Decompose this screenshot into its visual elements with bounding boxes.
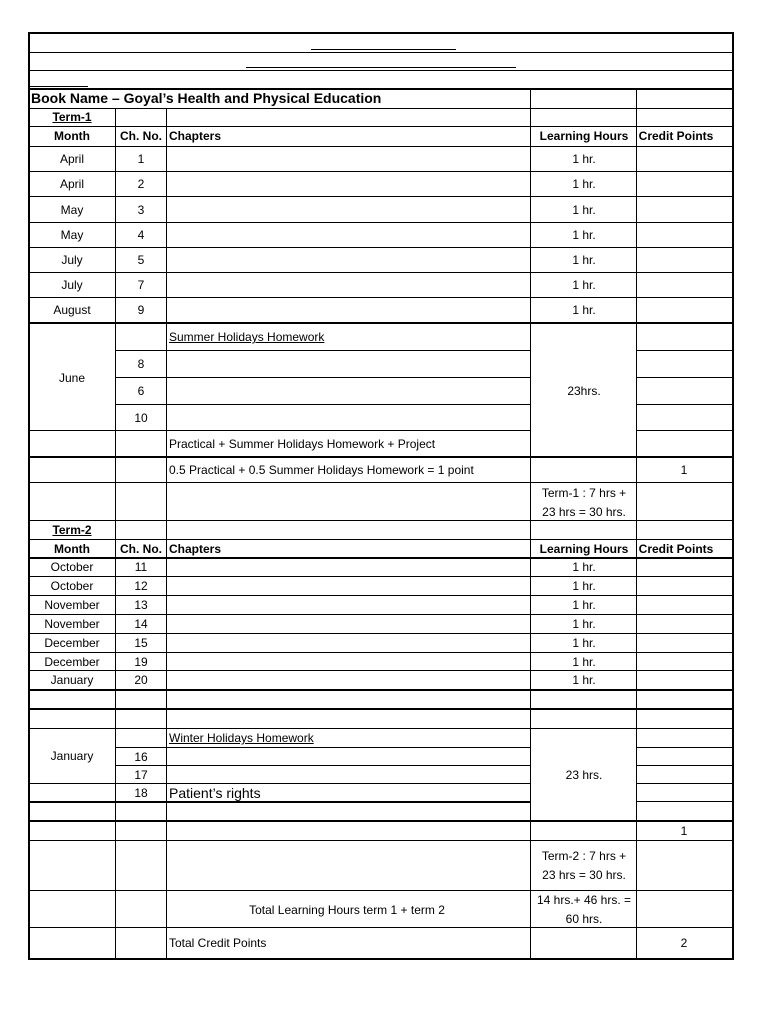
term2-row-ch: 20: [134, 673, 148, 687]
term1-row-hours: 1 hr.: [572, 253, 596, 267]
row-line: [29, 222, 733, 223]
column-line: [166, 108, 167, 958]
row-line: [29, 539, 733, 540]
row-line: [29, 247, 733, 248]
term1-row-month: August: [53, 303, 91, 317]
small-underline: [30, 86, 88, 87]
term1-chno-header: Ch. No.: [120, 129, 162, 143]
term1-header-line: [29, 146, 733, 147]
row-line: [636, 350, 733, 351]
row-line: [29, 614, 733, 615]
row-line: [29, 482, 733, 483]
term2-row-hours: 1 hr.: [572, 617, 596, 631]
term1-row-month: May: [60, 203, 84, 217]
column-line: [530, 88, 531, 958]
title-underline: [311, 49, 456, 50]
row-line: [29, 652, 733, 653]
term1-row-ch: 3: [137, 203, 145, 217]
row-line: [636, 404, 733, 405]
term2-row-hours: 1 hr.: [572, 673, 596, 687]
term2-row-hours: 1 hr.: [572, 636, 596, 650]
term2-credit-header: Credit Points: [638, 542, 714, 556]
row-line: [29, 840, 733, 841]
term2-row-hours: 1 hr.: [572, 655, 596, 669]
term1-row-line: [29, 322, 733, 324]
term2-holiday-title: Winter Holidays Homework: [169, 731, 314, 745]
row-line: [29, 171, 733, 172]
row-line: [29, 430, 530, 431]
term2-header-line: [29, 557, 733, 559]
term2-holiday-hours: 23 hrs.: [565, 768, 603, 782]
subtitle-underline: [246, 67, 516, 68]
term2-holiday-ch: 16: [134, 750, 148, 764]
term2-chno-header: Ch. No.: [120, 542, 162, 556]
row-line: [29, 633, 733, 634]
header-row-line: [29, 70, 733, 71]
row-line: [29, 708, 733, 710]
term2-chapters-header: Chapters: [169, 542, 222, 556]
row-line: [115, 377, 530, 378]
row-line: [636, 377, 733, 378]
row-line: [115, 765, 530, 766]
term2-month-header: Month: [54, 542, 90, 556]
term1-points-value: 1: [680, 463, 688, 477]
term2-holiday-ch: 17: [134, 768, 148, 782]
term2-row-month: November: [44, 617, 100, 631]
row-line: [29, 689, 733, 691]
total-credit-value: 2: [680, 936, 688, 950]
term1-practical-line: Practical + Summer Holidays Homework + Project: [169, 437, 436, 451]
row-line: [636, 747, 733, 748]
row-line: [29, 595, 733, 596]
term1-holiday-title: Summer Holidays Homework: [169, 330, 325, 344]
row-line: [29, 890, 733, 891]
term1-chapters-header: Chapters: [169, 129, 222, 143]
row-line: [636, 430, 733, 431]
total-credit-label: Total Credit Points: [169, 936, 267, 950]
total-learning-label: Total Learning Hours term 1 + term 2: [249, 903, 445, 917]
row-line: [115, 747, 530, 748]
row-line: [636, 765, 733, 766]
term2-row-ch: 11: [134, 560, 148, 574]
term2-row-ch: 15: [134, 636, 148, 650]
book-row-line: [29, 88, 733, 90]
term2-row-month: October: [50, 560, 94, 574]
term1-total-line2: 23 hrs = 30 hrs.: [542, 505, 626, 519]
row-line: [29, 670, 733, 671]
row-line: [29, 820, 733, 822]
term1-points-line: 0.5 Practical + 0.5 Summer Holidays Homework = 1 point: [169, 463, 474, 477]
term1-holiday-ch: 10: [134, 411, 148, 425]
term1-credit-header: Credit Points: [638, 129, 714, 143]
term1-hours-header: Learning Hours: [539, 129, 629, 143]
term2-points-value: 1: [680, 824, 688, 838]
term1-row-ch: 1: [137, 152, 145, 166]
term2-row-ch: 19: [134, 655, 148, 669]
term1-row-ch: 5: [137, 253, 145, 267]
row-line: [636, 783, 733, 784]
term2-row-month: November: [44, 598, 100, 612]
row-line: [29, 576, 733, 577]
row-line: [29, 196, 733, 197]
row-line: [115, 350, 530, 351]
term2-label: Term-2: [52, 523, 92, 537]
term1-row-hours: 1 hr.: [572, 152, 596, 166]
term2-chapter-18-name: Patient’s rights: [169, 785, 261, 801]
term2-holiday-month: January: [50, 749, 94, 763]
term1-row-month: May: [60, 228, 84, 242]
header-row-line: [29, 52, 733, 53]
term1-row-month: July: [61, 253, 83, 267]
term2-row-ch: 13: [134, 598, 148, 612]
term1-holiday-ch: 8: [137, 357, 145, 371]
term1-row-ch: 7: [137, 278, 145, 292]
term1-row-hours: 1 hr.: [572, 278, 596, 292]
term1-holiday-ch: 6: [137, 384, 145, 398]
term2-row-month: October: [50, 579, 94, 593]
total-learning-line2: 60 hrs.: [565, 912, 603, 926]
term2-row-month: December: [44, 655, 100, 669]
term1-row-line: [29, 108, 733, 109]
term1-row-month: April: [59, 177, 85, 191]
term1-row-month: July: [61, 278, 83, 292]
term1-row-ch: 4: [137, 228, 145, 242]
row-line: [115, 404, 530, 405]
term1-holiday-month: June: [58, 371, 86, 385]
row-line: [29, 801, 530, 803]
term1-label: Term-1: [52, 110, 92, 124]
row-line: [29, 456, 733, 458]
row-line: [29, 520, 733, 521]
term2-row-hours: 1 hr.: [572, 598, 596, 612]
term2-total-line1: Term-2 : 7 hrs +: [541, 849, 627, 863]
term1-row-line: [29, 126, 733, 127]
total-learning-line1: 14 hrs.+ 46 hrs. =: [536, 893, 632, 907]
term2-holiday-ch: 18: [134, 786, 148, 800]
term2-hours-header: Learning Hours: [539, 542, 629, 556]
row-line: [29, 272, 733, 273]
column-line: [636, 88, 637, 958]
term1-row-hours: 1 hr.: [572, 177, 596, 191]
term2-row-ch: 14: [134, 617, 148, 631]
term1-holiday-hours: 23hrs.: [567, 384, 601, 398]
term1-row-month: April: [59, 152, 85, 166]
row-line: [29, 297, 733, 298]
row-line: [636, 801, 733, 802]
term1-total-line1: Term-1 : 7 hrs +: [541, 486, 627, 500]
row-line: [29, 927, 733, 928]
term2-total-line2: 23 hrs = 30 hrs.: [542, 868, 626, 882]
term2-row-hours: 1 hr.: [572, 560, 596, 574]
term1-row-hours: 1 hr.: [572, 303, 596, 317]
term1-row-hours: 1 hr.: [572, 228, 596, 242]
term1-row-hours: 1 hr.: [572, 203, 596, 217]
term1-row-ch: 9: [137, 303, 145, 317]
term2-row-hours: 1 hr.: [572, 579, 596, 593]
row-line: [29, 783, 530, 784]
term1-month-header: Month: [54, 129, 90, 143]
term2-row-month: December: [44, 636, 100, 650]
term2-row-month: January: [50, 673, 94, 687]
row-line: [29, 728, 733, 729]
column-line: [115, 108, 116, 958]
book-name: Book Name – Goyal’s Health and Physical Education: [31, 90, 382, 106]
term2-row-ch: 12: [134, 579, 148, 593]
term1-row-ch: 2: [137, 177, 145, 191]
